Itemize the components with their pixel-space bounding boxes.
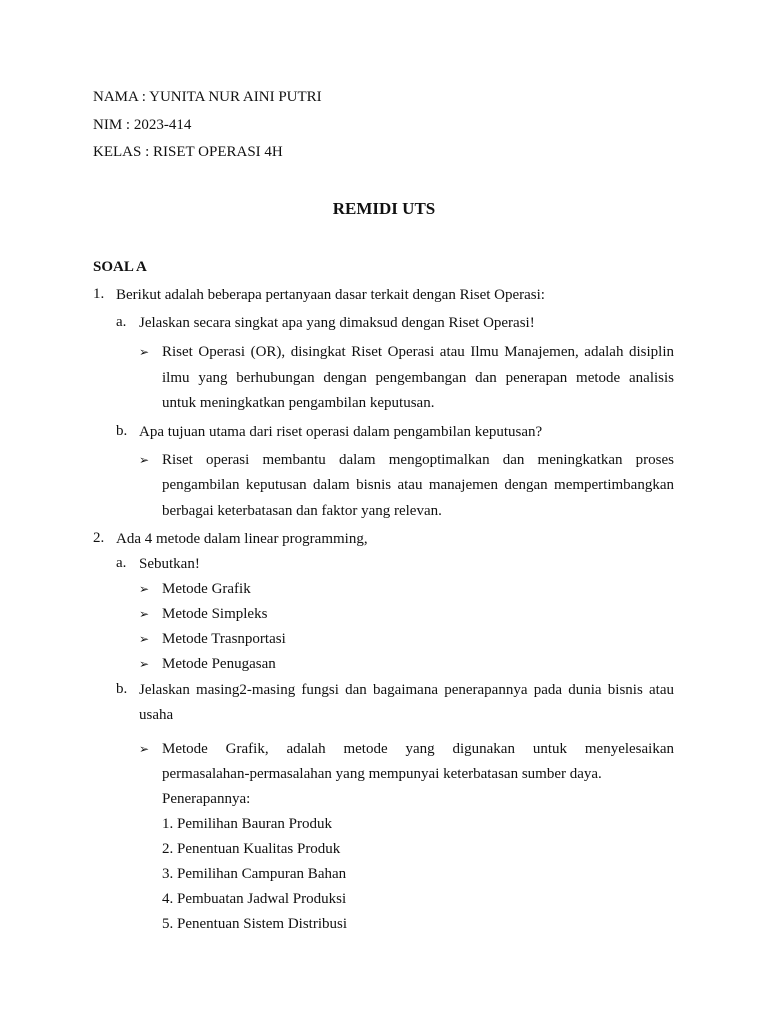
subquestion-text: Sebutkan! bbox=[139, 556, 200, 572]
subquestion-text: Jelaskan masing2-masing fungsi dan bagaimana penerapannya pada dunia bisnis atau bbox=[139, 682, 674, 698]
arrow-bullet-icon: ➢ bbox=[139, 742, 150, 756]
subquestion-marker: a. bbox=[116, 555, 127, 571]
subquestion-marker: a. bbox=[116, 314, 127, 330]
list-item: Metode Trasnportasi bbox=[162, 631, 286, 647]
application-item: 1. Pemilihan Bauran Produk bbox=[162, 816, 332, 832]
answer-line: Riset operasi membantu dalam mengoptimalkan dan meningkatkan proses bbox=[162, 452, 674, 468]
arrow-bullet-icon: ➢ bbox=[139, 632, 150, 646]
question-number: 1. bbox=[93, 286, 105, 302]
arrow-bullet-icon: ➢ bbox=[139, 607, 150, 621]
application-item: 5. Penentuan Sistem Distribusi bbox=[162, 916, 347, 932]
application-item: 3. Pemilihan Campuran Bahan bbox=[162, 866, 347, 882]
answer-line: untuk meningkatkan pengambilan keputusan. bbox=[162, 395, 435, 411]
question-number: 2. bbox=[93, 530, 105, 546]
subquestion-text: usaha bbox=[139, 707, 174, 723]
answer-line: berbagai keterbatasan dan faktor yang relevan. bbox=[162, 503, 442, 519]
application-item: 2. Penentuan Kualitas Produk bbox=[162, 841, 341, 857]
subquestion-marker: b. bbox=[116, 681, 128, 697]
answer-line: permasalahan-permasalahan yang mempunyai keterbatasan sumber daya. bbox=[162, 766, 602, 782]
document-title: REMIDI UTS bbox=[332, 199, 436, 218]
list-item: Metode Simpleks bbox=[162, 606, 268, 622]
application-item: 4. Pembuatan Jadwal Produksi bbox=[162, 891, 347, 907]
answer-line: ilmu yang berhubungan dengan pengembangan dan penerapan metode analisis bbox=[162, 370, 674, 386]
subquestion-text: Jelaskan secara singkat apa yang dimaksud dengan Riset Operasi! bbox=[139, 315, 535, 331]
student-class: KELAS : RISET OPERASI 4H bbox=[93, 144, 283, 160]
arrow-bullet-icon: ➢ bbox=[139, 345, 150, 359]
student-name: NAMA : YUNITA NUR AINI PUTRI bbox=[93, 89, 322, 105]
question-text: Berikut adalah beberapa pertanyaan dasar terkait dengan Riset Operasi: bbox=[116, 287, 545, 303]
subquestion-text: Apa tujuan utama dari riset operasi dalam pengambilan keputusan? bbox=[139, 424, 543, 440]
question-text: Ada 4 metode dalam linear programming, bbox=[116, 531, 368, 547]
answer-line: Riset Operasi (OR), disingkat Riset Operasi atau Ilmu Manajemen, adalah disiplin bbox=[162, 344, 674, 360]
answer-line: pengambilan keputusan dalam bisnis atau manajemen dengan mempertimbangkan bbox=[162, 477, 674, 493]
arrow-bullet-icon: ➢ bbox=[139, 453, 150, 467]
arrow-bullet-icon: ➢ bbox=[139, 657, 150, 671]
application-label: Penerapannya: bbox=[162, 791, 251, 807]
arrow-bullet-icon: ➢ bbox=[139, 582, 150, 596]
student-nim: NIM : 2023-414 bbox=[93, 117, 192, 133]
subquestion-marker: b. bbox=[116, 423, 128, 439]
list-item: Metode Grafik bbox=[162, 581, 251, 597]
list-item: Metode Penugasan bbox=[162, 656, 276, 672]
section-heading: SOAL A bbox=[93, 259, 147, 275]
answer-line: Metode Grafik, adalah metode yang digunakan untuk menyelesaikan bbox=[162, 741, 674, 757]
